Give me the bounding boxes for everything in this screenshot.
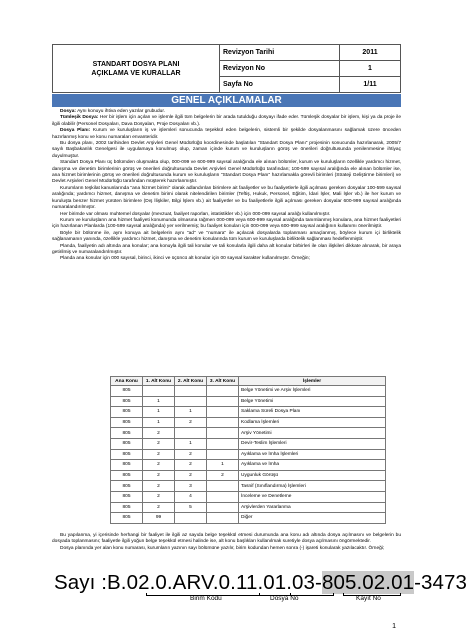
code-table-body (111, 386, 386, 524)
file-number: 805.02.01 (321, 571, 415, 594)
number-suffix: -3473 (414, 571, 467, 594)
sub-topic-2-cell (175, 396, 207, 407)
sub-topic-2-cell (175, 428, 207, 439)
paragraph: Bu yapılanma, yi içerisinde herhangi bir faaliyet ile ilgili az sayıda belge teşekkül etmesi durumunda ana konu adı altında dosya açılmasını ve belgelerin bu dosyada toplanmasını; faaliyetle ilgili yoğun belge teşekkül etmesi halinde ise, alt konu başlıkları kullanılmak suretiyle dosya açılmasını öngörmektedir. (52, 533, 401, 545)
paragraph: Planda, faaliyetin adı altında ana konular; ana konuyla ilgili tali konular ve tali konularla ilgili daha alt konular birbirleri ile olan ilişkileri dikkate alınarak, bir araya getirilmiş ve numaralandırılmıştır. (52, 243, 401, 255)
sub-topic-3-cell (207, 386, 239, 397)
main-topic-cell: 805 (111, 502, 143, 513)
sub-topic-3-cell: 2 (207, 470, 239, 481)
operation-cell: Uygunluk Görüşü (239, 470, 386, 481)
operation-cell: Ayıklama ve İmha (239, 460, 386, 471)
sub-topic-2-cell: 3 (175, 481, 207, 492)
revision-no-value: 1 (340, 61, 401, 77)
page-no-label: Sayfa No (220, 77, 340, 93)
paragraph (52, 128, 401, 141)
sub-topic-2-cell: 2 (175, 417, 207, 428)
sub-topic-3-cell (207, 407, 239, 418)
sub-topic-2-cell: 2 (175, 449, 207, 460)
sub-topic-1-cell: 1 (143, 407, 175, 418)
main-topic-cell: 805 (111, 396, 143, 407)
header-sub-topic-1: 1. Alt Konu (143, 377, 175, 386)
record-no-label: Kayıt No (356, 595, 381, 602)
term-label: Tümleşik Dosya: (60, 115, 99, 121)
number-prefix: Sayı :B.02.0.ARV.0.11.01.03- (54, 571, 322, 594)
sub-topic-3-cell (207, 502, 239, 513)
sub-topic-3-cell (207, 438, 239, 449)
main-topic-cell: 805 (111, 417, 143, 428)
sub-topic-1-cell: 2 (143, 438, 175, 449)
sub-topic-2-cell: 2 (175, 470, 207, 481)
page-no-value: 1/11 (340, 77, 401, 93)
table-row (111, 470, 386, 481)
sub-topic-1-cell: 2 (143, 481, 175, 492)
table-row (111, 417, 386, 428)
document-title-line2: AÇIKLAMA VE KURALLAR (91, 69, 181, 77)
main-topic-cell: 805 (111, 470, 143, 481)
operation-cell: Arşiv Yönetimi (239, 428, 386, 439)
sub-topic-2-cell (175, 513, 207, 524)
paragraph: Kurum ve kuruluşların ana hizmet faaliyeti konumunda olmasına rağmen 000-099 veya 600-999 sayısal aralığında tanımlanmış konulara, ana hizmet faaliyetleri için hazırlanan Planlarda (100-599 sayısal aralığında) yer verilmemiş; bu faaliyet konuları için 000-099 veya 600-999 sayısal aralığının kullanımı önerilmiştir. (52, 217, 401, 230)
operation-cell: Belge Yönetimi (239, 396, 386, 407)
main-topic-cell: 805 (111, 513, 143, 524)
main-topic-cell: 805 (111, 481, 143, 492)
main-topic-cell: 805 (111, 386, 143, 397)
revision-date-value: 2011 (340, 45, 401, 61)
paragraph: Dosya planında yer alan konu numarası, kurumların yazının sayı bölümüne yazılır, birim kodundan hemen sonra (-) işareti konularak yazılacaktır. Örneği; (60, 545, 385, 551)
sub-topic-1-cell: 1 (143, 417, 175, 428)
revision-no-label: Revizyon No (220, 61, 340, 77)
paragraph (52, 115, 401, 128)
operation-cell: İnceleme ve Denetleme (239, 491, 386, 502)
term-label: Dosya Planı: (60, 128, 91, 134)
sub-topic-3-cell: 1 (207, 460, 239, 471)
paragraph: Kurumların teşkilat kanunlarında "ana hizmet birimi" olarak adlandırılan birimlere ait faaliyetler ve bu faaliyetlerle ilgili açılması gereken dosyalar 100-599 sayısal aralığında; yardımcı hizmet, danışma ve denetim birimi olarak nitelendirilen birimler (Teftiş, Hukuk, Personel, Eğitim, İdari İşler, Mali İşler vb.) ile her kurum ve kuruluşta benzer hizmet yürüten birimlere (Dış İlişkiler, Bilgi İşlem vb.) ait faaliyetler ve bu faaliyetlerle ilgili açılması gereken dosyalar 600-999 sayısal aralığında numaralandırılmıştır. (52, 185, 401, 211)
sub-topic-3-cell (207, 449, 239, 460)
sub-topic-1-cell: 99 (143, 513, 175, 524)
table-row (111, 460, 386, 471)
sub-topic-3-cell (207, 491, 239, 502)
page-number: 1 (392, 623, 396, 630)
operation-cell: Devir-Teslim İşlemleri (239, 438, 386, 449)
main-topic-cell: 805 (111, 407, 143, 418)
table-row (111, 386, 386, 397)
table-row (111, 491, 386, 502)
paragraph: Böyle bir bölünme ile, aynı konuya ait belgelerin aynı "ad" ve "numara" ile açılacak dosyalarda toplanması amaçlanmış, böylece kurum içi birliktelik sağlanamanın yanında, özellikle yardımcı hizmet, danışma ve denetim konularında tüm kurum ve kuruluşlarda birliktelik sağlanması hedeflenmiştir. (52, 230, 401, 243)
sub-topic-1-cell: 2 (143, 502, 175, 513)
sub-topic-3-cell (207, 396, 239, 407)
table-row (111, 438, 386, 449)
body-text (52, 109, 401, 263)
sub-topic-3-cell (207, 481, 239, 492)
section-title: GENEL AÇIKLAMALAR (52, 94, 401, 107)
sub-topic-3-cell (207, 428, 239, 439)
paragraph: Bu dosya planı, 2002 tarihinden Devlet Arşivleri Genel Müdürlüğü koordinesinde başlatılan "Standart Dosya Planı" projesinin sonucunda hazırlanarak, 2005/7 sayılı Başbakanlık Genelgesi ile uygulamaya konulmuş olup, zaman içinde kurum ve kuruluşların görüş ve önerileri doğrultusunda yenilenmesine ihtiyaç duyulmuştur. (52, 141, 401, 159)
operation-cell: Saklama Süreli Dosya Planı (239, 407, 386, 418)
operation-cell: Ayıklama ve İmha İşlemleri (239, 449, 386, 460)
operation-cell: Belge Yönetimi ve Arşiv İşlemleri (239, 386, 386, 397)
main-topic-cell: 805 (111, 449, 143, 460)
sub-topic-2-cell: 4 (175, 491, 207, 502)
header-sub-topic-2: 2. Alt Konu (175, 377, 207, 386)
term-definition: Her bir işlem için açılan ve işlemle ilgili tüm belgelerin bir arada tutulduğu dosyayı ifade eder. Tümleşik dosyalar bir işlem, kişi ya da proje ile ilgili olabilir (Personel Dosyaları, Dava Dosyaları, Proje Dosyaları vb.). (52, 115, 401, 127)
paragraph: Standart Dosya Planı üç bölümden oluşmakta olup, 000-099 ve 600-999 sayısal aralığında ele alınan bölümler, kurum ve kuruluşların özellikle yardımcı hizmet, danışma ve denetim birimlerinin görüş ve önerileri doğrultusunda Devlet Arşivleri Genel Müdürlüğü tarafından; 100-599 sayısal aralığında ele alınan bölümler ise, ana hizmet birimlerinin görüş ve önerileri doğrultusunda kurum ve kuruluşların "Standart Dosya Planı" hazırlamakla görevli birimleri (Strateji Geliştirme birimleri) ve Devlet Arşivleri Genel Müdürlüğü tarafından müşterek hazırlanmıştır. (52, 160, 401, 185)
paragraph: Planda ana konular için 000 sayısal, birinci, ikinci ve üçüncü alt konular için 00 sayısal karakter kullanılmıştır. Örneğin; (60, 256, 310, 262)
sub-topic-1-cell (143, 386, 175, 397)
revision-date-label: Revizyon Tarihi (220, 45, 340, 61)
code-table-header (111, 377, 386, 386)
closing-text (52, 533, 401, 552)
table-row (111, 481, 386, 492)
sub-topic-1-cell: 2 (143, 470, 175, 481)
sub-topic-1-cell: 2 (143, 449, 175, 460)
table-row (111, 502, 386, 513)
main-topic-cell: 805 (111, 438, 143, 449)
sub-topic-1-cell: 2 (143, 491, 175, 502)
sub-topic-3-cell (207, 417, 239, 428)
main-topic-cell: 805 (111, 460, 143, 471)
operation-cell: Arşivlerden Yararlanma (239, 502, 386, 513)
sub-topic-3-cell (207, 513, 239, 524)
table-row (111, 513, 386, 524)
document-header-table (52, 44, 401, 93)
sub-topic-1-cell: 1 (143, 396, 175, 407)
header-main-topic: Ana Konu (111, 377, 143, 386)
code-table (110, 376, 386, 524)
sub-topic-2-cell (175, 386, 207, 397)
document-title-line1: STANDART DOSYA PLANI (92, 60, 180, 68)
sub-topic-2-cell: 1 (175, 407, 207, 418)
sub-topic-2-cell: 2 (175, 460, 207, 471)
header-operations: İşlemler (239, 377, 386, 386)
operation-cell: Diğer (239, 513, 386, 524)
term-definition: Aynı konuyu ihtiva eden yazılar grubudur. (76, 109, 165, 114)
table-row (111, 407, 386, 418)
header-sub-topic-3: 3. Alt Konu (207, 377, 239, 386)
document-title (53, 45, 220, 93)
table-row (111, 396, 386, 407)
table-row (111, 428, 386, 439)
main-topic-cell: 805 (111, 428, 143, 439)
operation-cell: Kodlama İşlemleri (239, 417, 386, 428)
sub-topic-2-cell: 1 (175, 438, 207, 449)
sub-topic-1-cell: 2 (143, 460, 175, 471)
sub-topic-1-cell: 2 (143, 428, 175, 439)
term-definition: Kurum ve kuruluşların iş ve işlemleri sonucunda teşekkül eden belgelerin, sistemli bir şekilde dosyalanmasını sağlamak üzere önceden hazırlanmış konu ve konu numaraları envanteridir. (52, 128, 401, 140)
sub-topic-2-cell: 5 (175, 502, 207, 513)
paragraph: Her birimde var olması muhtemel dosyalar (mevzuat, faaliyet raporları, istatistikler vb.) için 000-099 sayısal aralığı kullanılmıştır. (60, 211, 331, 217)
term-label: Dosya: (60, 109, 76, 114)
operation-cell: Tasnif (Sınıflandırma) İşlemleri (239, 481, 386, 492)
file-no-label: Dosya No (270, 595, 299, 602)
table-row (111, 449, 386, 460)
unit-code-label: Birim Kodu (190, 595, 222, 602)
main-topic-cell: 805 (111, 491, 143, 502)
